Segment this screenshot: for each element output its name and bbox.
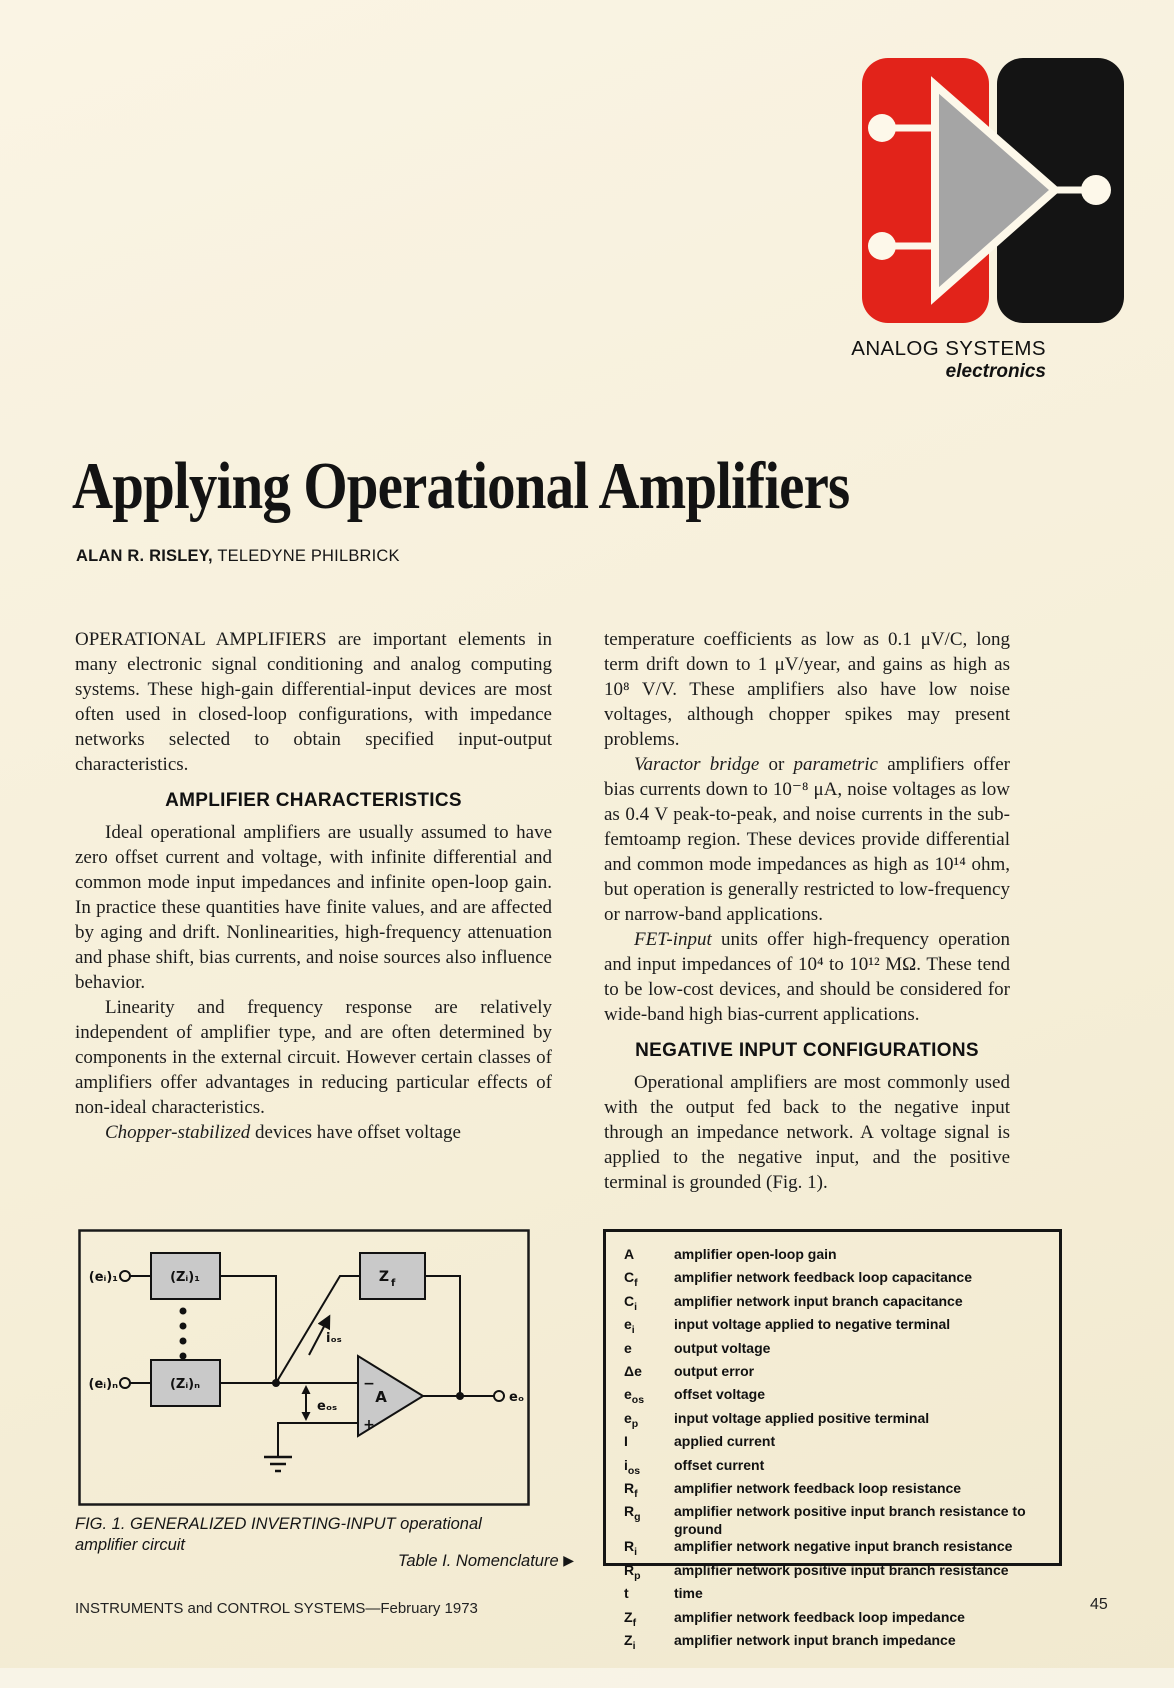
section-heading-amplifier-characteristics: AMPLIFIER CHARACTERISTICS bbox=[165, 790, 462, 811]
table-row bbox=[624, 1562, 1051, 1585]
definition-cell: output error bbox=[674, 1362, 755, 1379]
italic-term: FET-input bbox=[634, 929, 712, 950]
paragraph bbox=[604, 752, 1010, 927]
ellipsis-dots bbox=[180, 1308, 187, 1360]
z1-label: (Zᵢ)₁ bbox=[170, 1270, 200, 1285]
paragraph-text: or bbox=[759, 754, 794, 775]
symbol-cell: $R_g$ bbox=[624, 1503, 641, 1524]
symbol-cell: $C_f$ bbox=[624, 1269, 638, 1290]
input1-terminal bbox=[120, 1271, 130, 1281]
table-row bbox=[624, 1363, 1051, 1386]
inputn-label: (eᵢ)ₙ bbox=[88, 1377, 118, 1392]
output-node bbox=[456, 1392, 464, 1400]
logo-input-terminal-1 bbox=[868, 114, 896, 142]
journal-footer: INSTRUMENTS and CONTROL SYSTEMS—February 1973 bbox=[75, 1600, 478, 1617]
symbol-cell: t bbox=[624, 1585, 629, 1602]
inverting-input-sign: − bbox=[363, 1376, 375, 1392]
opamp-circuit-diagram bbox=[78, 1229, 530, 1506]
paragraph-text: amplifiers offer bias currents down to 10⁻⁸ μA, noise voltages as low as 0.4 V peak-to-peak, and noise currents in the sub-femtoamp region. These devices provide differential and common mode impedances as high as 10¹⁴ ohm, but operation is generally restricted to low-frequency or narrow-band applications. bbox=[604, 754, 1010, 925]
paragraph bbox=[75, 1120, 552, 1145]
symbol-cell: Δe bbox=[624, 1362, 642, 1379]
logo-brand-name: ANALOG SYSTEMS bbox=[851, 337, 1046, 360]
italic-term: parametric bbox=[793, 754, 878, 775]
symbol-cell: I bbox=[624, 1433, 628, 1450]
paragraph bbox=[604, 927, 1010, 1027]
arrowhead-down bbox=[302, 1412, 311, 1421]
byline bbox=[76, 547, 400, 566]
eo-label: eₒ bbox=[509, 1390, 525, 1405]
table-row bbox=[624, 1480, 1051, 1503]
definition-cell: input voltage applied to negative terminal bbox=[674, 1316, 951, 1333]
definition-cell: applied current bbox=[674, 1433, 776, 1450]
zf-label-subscript: f bbox=[391, 1278, 396, 1289]
definition-cell: offset voltage bbox=[674, 1386, 766, 1403]
paragraph: Linearity and frequency response are relatively independent of amplifier type, and are often determined by components in the external circuit. However certain classes of amplifiers offer advantages in reducing particular effects of non-ideal characteristics. bbox=[75, 997, 552, 1118]
definition-cell: output voltage bbox=[674, 1339, 771, 1356]
symbol-cell: A bbox=[624, 1246, 635, 1262]
noninverting-input-sign: + bbox=[363, 1417, 375, 1433]
table-row bbox=[624, 1386, 1051, 1409]
paragraph: temperature coefficients as low as 0.1 μV/C, long term drift down to 1 μV/year, and gains as high as 10⁸ V/V. These amplifiers also have low noise voltages, although chopper spikes may present problems. bbox=[604, 629, 1010, 750]
ground-symbol-icon bbox=[264, 1457, 292, 1471]
analog-systems-logo bbox=[862, 58, 1124, 323]
ground-wire bbox=[278, 1423, 358, 1457]
symbol-cell: $R_p$ bbox=[624, 1561, 641, 1582]
table-row bbox=[624, 1269, 1051, 1292]
table-row bbox=[624, 1246, 1051, 1269]
arrowhead-up bbox=[302, 1385, 311, 1394]
figure-border bbox=[80, 1231, 529, 1505]
inputn-terminal bbox=[120, 1378, 130, 1388]
table-row bbox=[624, 1316, 1051, 1339]
symbol-cell: $Z_i$ bbox=[624, 1632, 636, 1652]
definition-cell: amplifier network feedback loop resistance bbox=[674, 1479, 962, 1496]
paragraph-text: devices have offset voltage bbox=[250, 1122, 461, 1143]
definition-cell: amplifier network positive input branch resistance bbox=[674, 1561, 1009, 1578]
ios-label: iₒₛ bbox=[326, 1331, 342, 1346]
definition-cell: amplifier network positive input branch resistance to ground bbox=[674, 1503, 1026, 1537]
table-row bbox=[624, 1433, 1051, 1456]
input1-label: (eᵢ)₁ bbox=[88, 1270, 118, 1285]
wire bbox=[425, 1276, 460, 1396]
wire bbox=[220, 1276, 276, 1383]
page-number: 45 bbox=[1090, 1596, 1108, 1613]
figure-1-caption: FIG. 1. GENERALIZED INVERTING-INPUT operational amplifier circuit bbox=[75, 1515, 482, 1554]
table-row bbox=[624, 1503, 1051, 1538]
author-affiliation: TELEDYNE PHILBRICK bbox=[212, 547, 400, 565]
figure-1 bbox=[78, 1229, 530, 1506]
symbol-cell: e bbox=[624, 1339, 632, 1356]
table-row bbox=[624, 1457, 1051, 1480]
definition-cell: amplifier network feedback loop capacitance bbox=[674, 1269, 972, 1286]
symbol-cell: $i_{os}$ bbox=[624, 1456, 641, 1477]
symbol-cell: $R_i$ bbox=[624, 1538, 638, 1559]
paragraph: Operational amplifiers are most commonly used with the output fed back to the negative input through an impedance network. A voltage signal is applied to the negative input, and the positive terminal is grounded (Fig. 1). bbox=[604, 1072, 1010, 1193]
table-row bbox=[624, 1538, 1051, 1561]
author-name: ALAN R. RISLEY, bbox=[76, 547, 213, 565]
italic-term: Chopper-stabilized bbox=[105, 1122, 251, 1143]
opamp-gain-label: A bbox=[375, 1388, 387, 1406]
left-column bbox=[75, 627, 552, 1145]
symbol-cell: $e_p$ bbox=[624, 1409, 639, 1430]
logo-input-terminal-2 bbox=[868, 232, 896, 260]
symbol-cell: $Z_f$ bbox=[624, 1608, 637, 1629]
definition-cell: amplifier network feedback loop impedance bbox=[674, 1608, 965, 1625]
table-row bbox=[624, 1340, 1051, 1363]
table-row bbox=[624, 1609, 1051, 1632]
definition-cell: time bbox=[674, 1585, 703, 1602]
symbol-cell: $e_i$ bbox=[624, 1316, 635, 1336]
impedance-box-zf bbox=[360, 1253, 425, 1299]
definition-cell: input voltage applied positive terminal bbox=[674, 1409, 930, 1426]
zf-label: Z bbox=[378, 1269, 389, 1285]
definition-cell: offset current bbox=[674, 1456, 765, 1473]
paragraph: OPERATIONAL AMPLIFIERS are important elements in many electronic signal conditioning and analog computing systems. These high-gain differential-input devices are most often used in closed-loop configurations, with impedance networks selected to obtain specified input-output characteristics. bbox=[75, 629, 552, 775]
logo-output-terminal bbox=[1081, 175, 1111, 205]
scan-edge bbox=[0, 1668, 1174, 1688]
logo-brand-tagline: electronics bbox=[945, 361, 1046, 382]
italic-term: Varactor bridge bbox=[634, 754, 760, 775]
zn-label: (Zᵢ)ₙ bbox=[169, 1377, 201, 1392]
definition-cell: amplifier network input branch capacitance bbox=[674, 1292, 963, 1309]
table-row bbox=[624, 1585, 1051, 1608]
table-caption bbox=[80, 1552, 574, 1571]
symbol-cell: $C_i$ bbox=[624, 1292, 638, 1313]
symbol-cell: $e_{os}$ bbox=[624, 1386, 645, 1407]
article-title: Applying Operational Amplifiers bbox=[72, 449, 850, 523]
section-heading-negative-input-configurations: NEGATIVE INPUT CONFIGURATIONS bbox=[635, 1040, 979, 1061]
symbol-cell: $R_f$ bbox=[624, 1479, 638, 1500]
feedback-wire bbox=[276, 1276, 360, 1383]
table-row bbox=[624, 1632, 1051, 1655]
paragraph: Ideal operational amplifiers are usually assumed to have zero offset current and voltage, with infinite differential and common mode input impedances and infinite open-loop gain. In practice these quantities have finite values, and are affected by aging and drift. Nonlinearities, high-frequency attenuation and phase shift, bias currents, and noise sources also influence behavior. bbox=[75, 822, 552, 993]
definition-cell: amplifier network input branch impedance bbox=[674, 1632, 956, 1649]
nomenclature-table bbox=[603, 1229, 1062, 1652]
right-arrow-icon: ▶ bbox=[563, 1552, 574, 1568]
table-row bbox=[624, 1410, 1051, 1433]
paragraph-text: units offer high-frequency operation and input impedances of 10⁴ to 10¹² MΩ. These tend to be low-cost devices, and should be considered for wide-band high bias-current applications. bbox=[604, 929, 1010, 1025]
eos-label: eₒₛ bbox=[317, 1399, 338, 1414]
definition-cell: amplifier open-loop gain bbox=[674, 1246, 837, 1262]
table-caption-text: Table I. Nomenclature bbox=[397, 1552, 559, 1570]
output-terminal bbox=[494, 1391, 504, 1401]
right-column bbox=[604, 627, 1010, 1195]
table-row bbox=[624, 1293, 1051, 1316]
definition-cell: amplifier network negative input branch resistance bbox=[674, 1538, 1013, 1555]
